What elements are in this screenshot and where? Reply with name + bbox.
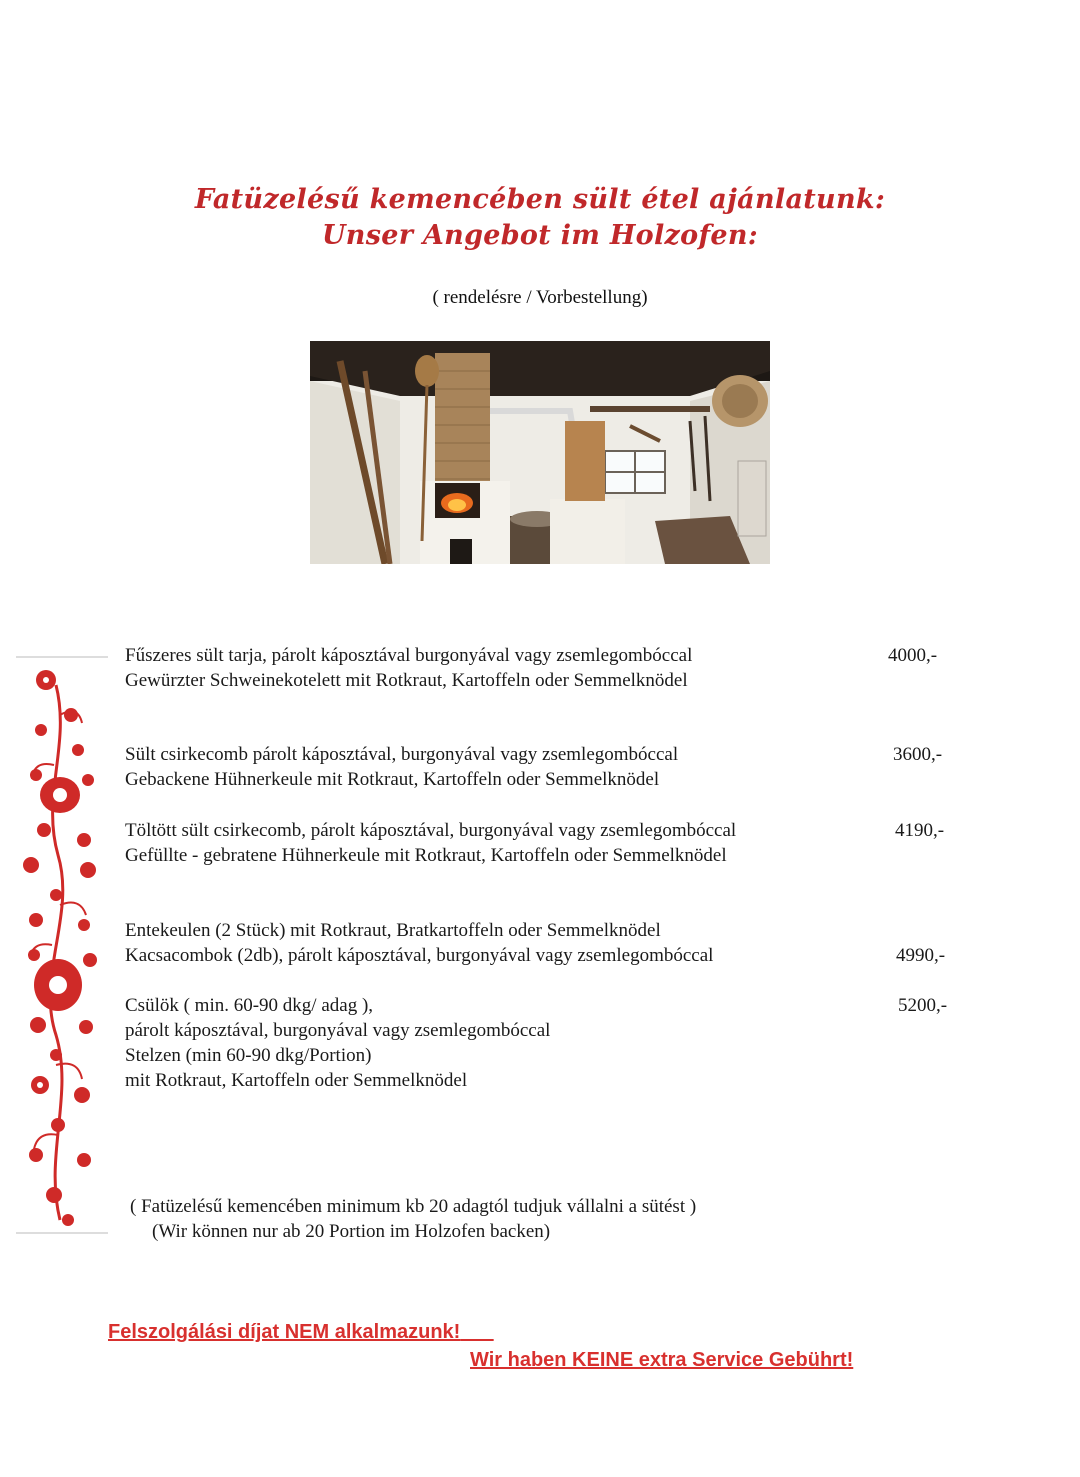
menu-item-1-price: 4000,-: [888, 645, 938, 666]
menu-item-1-de: Gewürzter Schweinekotelett mit Rotkraut, Kartoffeln oder Semmelknödel: [125, 670, 688, 691]
service-notice-hu: [108, 1321, 494, 1344]
menu-item-2-price: 3600,-: [893, 744, 943, 765]
menu-item-1-hu: Fűszeres sült tarja, párolt káposztával burgonyával vagy zsemlegombóccal: [125, 645, 693, 666]
menu-item-3-de: Gefüllte - gebratene Hühnerkeule mit Rotkraut, Kartoffeln oder Semmelknödel: [125, 845, 727, 866]
menu-item-4-de: Entekeulen (2 Stück) mit Rotkraut, Bratkartoffeln oder Semmelknödel: [125, 920, 661, 941]
kitchen-photo: [310, 341, 770, 564]
title-german: Unser Angebot im Holzofen:: [321, 220, 759, 251]
menu-item-2-hu: Sült csirkecomb párolt káposztával, burgonyával vagy zsemlegombóccal: [125, 744, 679, 765]
minimum-note-hu: ( Fatüzelésű kemencében minimum kb 20 adagtól tudjuk vállalni a sütést ): [130, 1196, 697, 1217]
service-notice-de: Wir haben KEINE extra Service Gebührt!: [470, 1349, 854, 1371]
menu-item-5-price: 5200,-: [898, 995, 948, 1016]
menu-item-4-hu: Kacsacombok (2db), párolt káposztával, burgonyával vagy zsemlegombóccal: [125, 945, 714, 966]
preorder-subtitle: ( rendelésre / Vorbestellung): [432, 287, 648, 308]
menu-item-5-line-1: Csülök ( min. 60-90 dkg/ adag ),: [125, 995, 374, 1016]
menu-item-5-line-4: mit Rotkraut, Kartoffeln oder Semmelknödel: [125, 1070, 468, 1091]
minimum-note-de: (Wir können nur ab 20 Portion im Holzofen backen): [152, 1221, 551, 1242]
menu-item-5-line-3: Stelzen (min 60-90 dkg/Portion): [125, 1045, 372, 1066]
folk-floral-ornament: [16, 655, 108, 1235]
menu-item-4-price: 4990,-: [896, 945, 946, 966]
menu-item-3-hu: Töltött sült csirkecomb, párolt káposztával, burgonyával vagy zsemlegombóccal: [125, 820, 737, 841]
title-hungarian: Fatüzelésű kemencében sült étel ajánlatunk:: [194, 184, 886, 215]
menu-item-5-line-2: párolt káposztával, burgonyával vagy zsemlegombóccal: [125, 1020, 551, 1041]
menu-item-2-de: Gebackene Hühnerkeule mit Rotkraut, Kartoffeln oder Semmelknödel: [125, 769, 660, 790]
service-notice-hu-text: Felszolgálási díjat NEM alkalmazunk!: [108, 1321, 461, 1343]
menu-item-3-price: 4190,-: [895, 820, 945, 841]
